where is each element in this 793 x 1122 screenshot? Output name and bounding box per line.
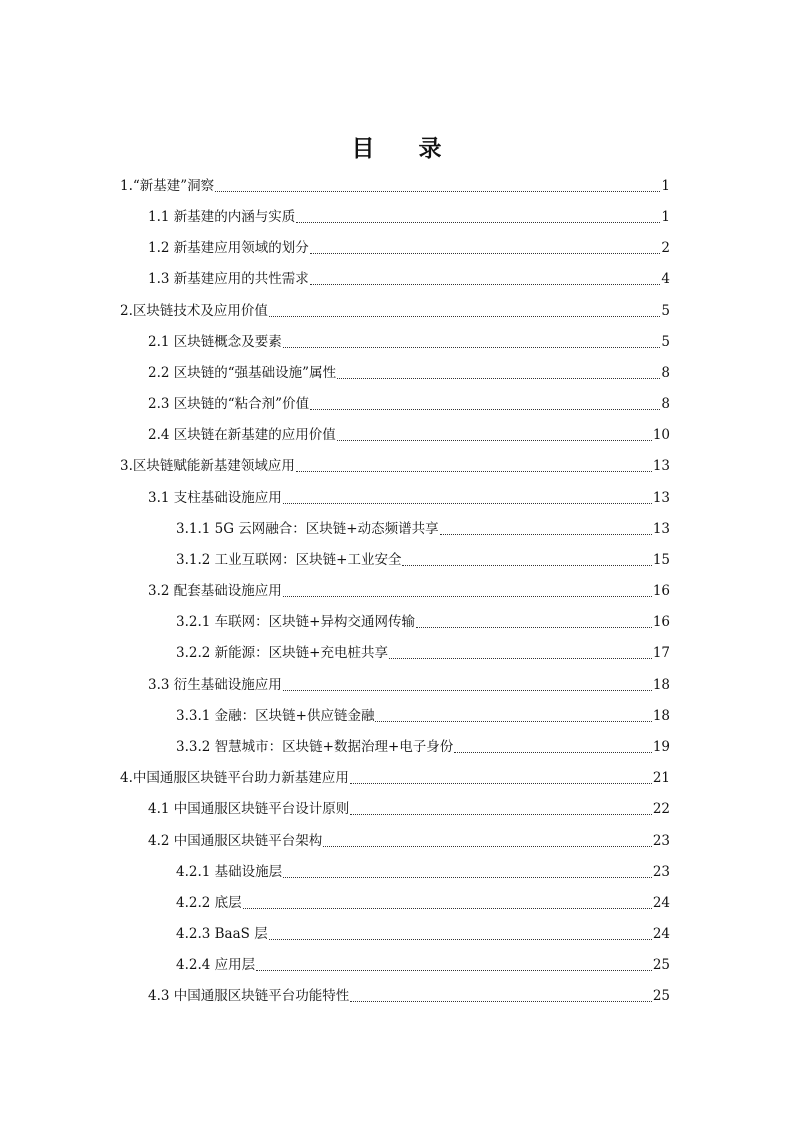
- toc-leader-dots: [283, 595, 652, 597]
- toc-entry-title: 1.1 新基建的内涵与实质: [148, 209, 296, 225]
- toc-page-number: 24: [652, 926, 670, 942]
- toc-entry-title: 3.3 衍生基础设施应用: [148, 677, 282, 693]
- toc-leader-dots: [389, 657, 652, 659]
- toc-leader-dots: [283, 876, 652, 878]
- toc-entry-title: 3.1.2 工业互联网：区块链+工业安全: [176, 552, 402, 568]
- toc-leader-dots: [283, 346, 661, 348]
- toc-leader-dots: [350, 1000, 652, 1002]
- toc-page-number: 4: [661, 271, 670, 287]
- toc-entry-title: 3.区块链赋能新基建领域应用: [120, 458, 295, 474]
- toc-leader-dots: [402, 564, 651, 566]
- toc-page-number: 16: [652, 583, 670, 599]
- toc-entry-title: 4.3 中国通服区块链平台功能特性: [148, 988, 350, 1004]
- toc-page-number: 8: [661, 396, 670, 412]
- toc-leader-dots: [416, 626, 652, 628]
- toc-entry[interactable]: [176, 518, 670, 540]
- toc-leader-dots: [243, 907, 652, 909]
- toc-entry-title: 4.1 中国通服区块链平台设计原则: [148, 801, 350, 817]
- toc-page-number: 21: [652, 770, 670, 786]
- toc-leader-dots: [283, 689, 652, 691]
- toc-entry[interactable]: [176, 892, 670, 914]
- toc-leader-dots: [310, 408, 660, 410]
- toc-entry[interactable]: [148, 268, 670, 290]
- toc-page-number: 2: [661, 240, 670, 256]
- toc-entry[interactable]: [148, 331, 670, 353]
- toc-leader-dots: [310, 283, 661, 285]
- toc-entry[interactable]: [148, 237, 670, 259]
- toc-entry[interactable]: [148, 985, 670, 1007]
- toc-entry-title: 3.3.1 金融：区块链+供应链金融: [176, 708, 375, 724]
- toc-entry-title: 2.2 区块链的“强基础设施”属性: [148, 365, 337, 381]
- toc-leader-dots: [296, 470, 652, 472]
- toc-entry-title: 1.3 新基建应用的共性需求: [148, 271, 309, 287]
- toc-page-number: 25: [652, 988, 670, 1004]
- toc-page-number: 24: [652, 895, 670, 911]
- toc-entry[interactable]: [148, 362, 670, 384]
- page-title: 目 录: [351, 135, 460, 162]
- toc-entry-title: 2.4 区块链在新基建的应用价值: [148, 427, 336, 443]
- toc-page-number: 8: [661, 365, 670, 381]
- toc-entry-title: 4.2.2 底层: [176, 895, 242, 911]
- toc-entry[interactable]: [176, 736, 670, 758]
- toc-leader-dots: [215, 190, 660, 192]
- toc-leader-dots: [375, 720, 651, 722]
- toc-entry[interactable]: [120, 175, 670, 197]
- toc-page-number: 17: [652, 645, 670, 661]
- toc-page-number: 13: [652, 521, 670, 537]
- toc-entry[interactable]: [148, 830, 670, 852]
- toc-leader-dots: [350, 813, 652, 815]
- toc-entry-title: 4.中国通服区块链平台助力新基建应用: [120, 770, 349, 786]
- toc-page-number: 10: [652, 427, 670, 443]
- toc-leader-dots: [337, 439, 652, 441]
- toc-leader-dots: [350, 782, 652, 784]
- toc-entry[interactable]: [176, 549, 670, 571]
- toc-entry[interactable]: [176, 611, 670, 633]
- toc-page-number: 16: [652, 614, 670, 630]
- toc-entry-title: 3.3.2 智慧城市：区块链+数据治理+电子身份: [176, 739, 454, 755]
- toc-page-number: 15: [652, 552, 670, 568]
- toc-leader-dots: [323, 845, 652, 847]
- toc-leader-dots: [269, 315, 661, 317]
- toc-entry[interactable]: [148, 393, 670, 415]
- toc-entry-title: 3.2.1 车联网：区块链+异构交通网传输: [176, 614, 415, 630]
- toc-entry[interactable]: [148, 424, 670, 446]
- toc-entry-title: 3.2.2 新能源：区块链+充电桩共享: [176, 645, 388, 661]
- toc-entry-title: 2.3 区块链的“粘合剂”价值: [148, 396, 310, 412]
- toc-leader-dots: [337, 377, 660, 379]
- toc-entry[interactable]: [148, 674, 670, 696]
- toc-page-number: 23: [652, 864, 670, 880]
- toc-leader-dots: [256, 969, 652, 971]
- toc-entry[interactable]: [148, 798, 670, 820]
- toc-page-number: 13: [652, 490, 670, 506]
- toc-page-number: 5: [661, 334, 670, 350]
- toc-leader-dots: [310, 252, 661, 254]
- toc-leader-dots: [296, 221, 660, 223]
- toc-entry[interactable]: [176, 642, 670, 664]
- toc-entry-title: 3.2 配套基础设施应用: [148, 583, 282, 599]
- toc-leader-dots: [440, 533, 652, 535]
- toc-leader-dots: [283, 502, 652, 504]
- toc-page-number: 1: [661, 209, 670, 225]
- toc-entry-title: 3.1.1 5G 云网融合：区块链+动态频谱共享: [176, 521, 439, 537]
- toc-entry-title: 4.2.1 基础设施层: [176, 864, 283, 880]
- toc-entry-title: 4.2 中国通服区块链平台架构: [148, 833, 323, 849]
- toc-entry[interactable]: [148, 206, 670, 228]
- toc-leader-dots: [454, 751, 652, 753]
- toc-entry[interactable]: [176, 954, 670, 976]
- toc-entry[interactable]: [176, 923, 670, 945]
- toc-entry[interactable]: [148, 580, 670, 602]
- toc-page-number: 18: [652, 677, 670, 693]
- toc-entry-title: 4.2.4 应用层: [176, 957, 256, 973]
- toc-entry-title: 4.2.3 BaaS 层: [176, 926, 268, 942]
- toc-entry[interactable]: [120, 300, 670, 322]
- toc-entry-title: 2.区块链技术及应用价值: [120, 303, 268, 319]
- toc-entry[interactable]: [148, 487, 670, 509]
- toc-entry-title: 1.2 新基建应用领域的划分: [148, 240, 309, 256]
- toc-entry[interactable]: [176, 861, 670, 883]
- toc-entry-title: 3.1 支柱基础设施应用: [148, 490, 282, 506]
- toc-page-number: 22: [652, 801, 670, 817]
- toc-entry-title: 2.1 区块链概念及要素: [148, 334, 282, 350]
- toc-page-number: 5: [661, 303, 670, 319]
- toc-entry[interactable]: [120, 455, 670, 477]
- toc-page-number: 25: [652, 957, 670, 973]
- toc-page-number: 19: [652, 739, 670, 755]
- toc-entry[interactable]: [176, 705, 670, 727]
- toc-leader-dots: [269, 938, 652, 940]
- toc-entry-title: 1.“新基建”洞察: [120, 178, 215, 194]
- toc-page-number: 18: [652, 708, 670, 724]
- toc-page-number: 13: [652, 458, 670, 474]
- toc-entry[interactable]: [120, 767, 670, 789]
- toc-page-number: 23: [652, 833, 670, 849]
- toc-page-number: 1: [661, 178, 670, 194]
